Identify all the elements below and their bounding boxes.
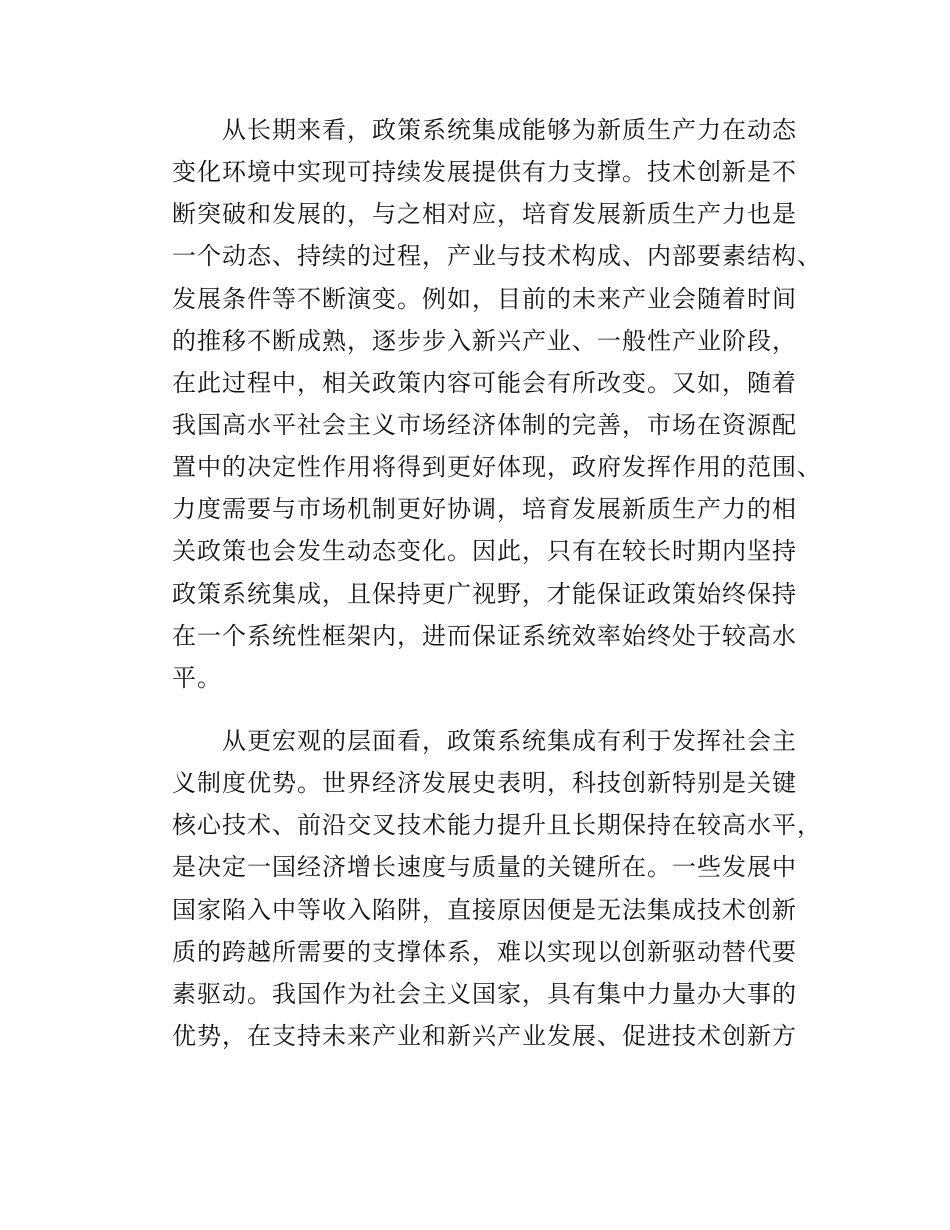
text-line: 从长期来看，政策系统集成能够为新质生产力在动态 <box>222 116 797 144</box>
text-line: 在一个系统性框架内，进而保证系统效率始终处于较高水 <box>172 621 797 650</box>
text-line: 变化环境中实现可持续发展提供有力支撑。技术创新是不 <box>172 158 797 187</box>
text-line: 一个动态、持续的过程，产业与技术构成、内部要素结构、 <box>172 242 822 271</box>
text-line: 在此过程中，相关政策内容可能会有所改变。又如，随着 <box>172 368 797 397</box>
text-line: 政策系统集成，且保持更广视野，才能保证政策始终保持 <box>172 579 797 608</box>
paragraph-long-term <box>172 109 832 699</box>
text-line: 平。 <box>172 663 222 692</box>
text-line: 从更宏观的层面看，政策系统集成有利于发挥社会主 <box>222 727 797 755</box>
text-line: 素驱动。我国作为社会主义国家，具有集中力量办大事的 <box>172 979 797 1008</box>
text-line: 断突破和发展的，与之相对应，培育发展新质生产力也是 <box>172 200 797 229</box>
text-line: 的推移不断成熟，逐步步入新兴产业、一般性产业阶段， <box>172 326 797 355</box>
text-line: 力度需要与市场机制更好协调，培育发展新质生产力的相 <box>172 495 797 524</box>
text-line: 优势，在支持未来产业和新兴产业发展、促进技术创新方 <box>172 1021 797 1050</box>
text-line: 我国高水平社会主义市场经济体制的完善，市场在资源配 <box>172 410 797 439</box>
text-line: 是决定一国经济增长速度与质量的关键所在。一些发展中 <box>172 853 797 882</box>
text-line: 核心技术、前沿交叉技术能力提升且长期保持在较高水平， <box>172 811 822 840</box>
text-line: 质的跨越所需要的支撑体系，难以实现以创新驱动替代要 <box>172 937 797 966</box>
text-line: 置中的决定性作用将得到更好体现，政府发挥作用的范围、 <box>172 453 822 482</box>
text-line: 义制度优势。世界经济发展史表明，科技创新特别是关键 <box>172 769 797 798</box>
text-line: 关政策也会发生动态变化。因此，只有在较长时期内坚持 <box>172 537 797 566</box>
text-line: 发展条件等不断演变。例如，目前的未来产业会随着时间 <box>172 284 797 313</box>
text-line: 国家陷入中等收入陷阱，直接原因便是无法集成技术创新 <box>172 895 797 924</box>
paragraph-macro-level <box>172 720 832 1057</box>
